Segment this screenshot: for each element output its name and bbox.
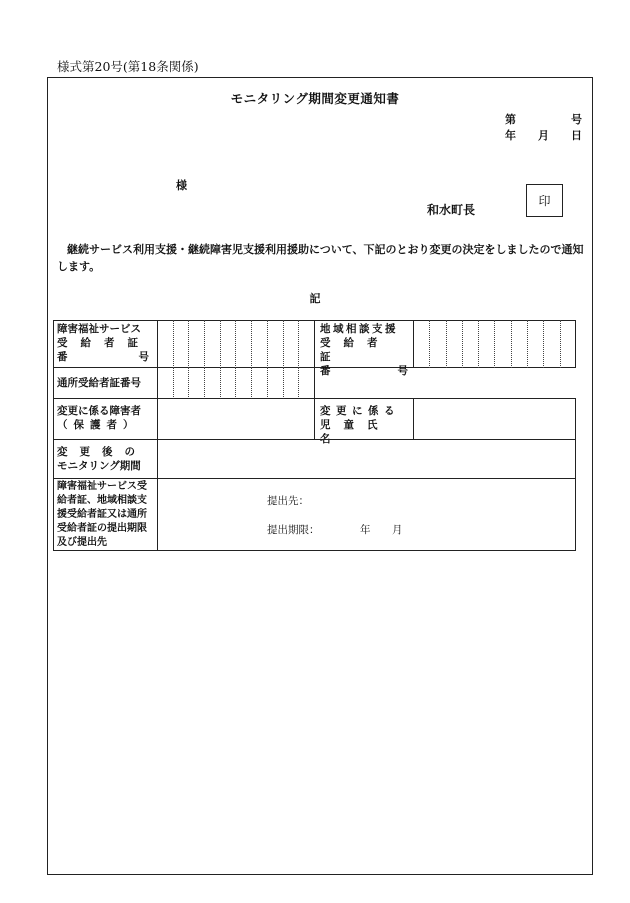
digit-box[interactable] [173,320,189,368]
digit-box[interactable] [543,320,559,368]
digit-box[interactable] [157,367,173,399]
digit-box[interactable] [220,320,236,368]
digit-box[interactable] [173,367,189,399]
digit-box[interactable] [560,320,576,368]
label-line: 援受給者証又は通所 [57,509,147,520]
child-name-field[interactable] [414,399,574,439]
issuer-name: 和水町長 [427,203,476,217]
label-line: モニタリング期間 [57,460,141,472]
submit-to-label: 提出先： [267,495,309,507]
number-go-label: 号 [571,113,582,126]
digit-box[interactable] [251,367,267,399]
label-line: 受給者証 [320,337,391,363]
recipient-suffix: 様 [176,179,187,192]
digit-box[interactable] [478,320,494,368]
digit-box[interactable] [251,320,267,368]
label-line: 受給者証の提出期限 [57,523,147,534]
area-cert-number-boxes[interactable] [413,320,576,368]
digit-box[interactable] [527,320,543,368]
digit-box[interactable] [220,367,236,399]
digit-box[interactable] [298,320,314,368]
label-line: 及び提出先 [57,537,107,548]
digit-box[interactable] [413,320,429,368]
day-service-cert-label: 通所受給者証番号 [57,377,141,389]
divider [157,478,158,551]
digit-box[interactable] [188,367,204,399]
deadline-month: 月 [392,524,403,536]
day-service-cert-number-boxes[interactable] [157,367,314,399]
service-cert-number-boxes[interactable] [157,320,314,368]
person-name-field[interactable] [158,399,313,439]
label-line: （保護者） [57,419,140,431]
digit-box[interactable] [283,320,299,368]
deadline-year: 年 [360,524,371,536]
digit-box[interactable] [511,320,527,368]
label-line: 給者証、地域相談支 [57,495,147,506]
seal-text: 印 [538,194,551,208]
date-year-label: 年 [505,129,516,142]
area-cert-label [320,322,410,378]
label-text: 号 [397,365,408,377]
digit-box[interactable] [204,367,220,399]
digit-box[interactable] [446,320,462,368]
number-dai-label: 第 [505,113,516,126]
label-line [57,350,149,364]
digit-box[interactable] [298,367,314,399]
period-field[interactable] [158,440,575,478]
label-line [57,322,153,336]
digit-box[interactable] [429,320,445,368]
digit-box[interactable] [235,320,251,368]
document-title: モニタリング期間変更通知書 [230,91,400,106]
digit-box[interactable] [494,320,510,368]
label-line: 受給者証 [57,337,151,349]
date-day-label: 日 [571,129,582,142]
digit-box[interactable] [235,367,251,399]
label-line: 変更に係る障害者 [57,405,141,417]
digit-box[interactable] [157,320,173,368]
digit-box[interactable] [283,367,299,399]
label-line: 児童氏名 [320,419,391,445]
label-line: 変更後の [57,446,147,458]
deadline-label: 提出期限： [267,524,320,536]
label-text: 番 [320,365,331,377]
digit-box[interactable] [267,320,283,368]
label-text: 番 [57,351,68,363]
deadline-row-label [57,480,155,550]
person-label [57,404,155,432]
label-text: 号 [138,351,149,363]
divider [314,320,315,368]
label-line: 変更に係る [320,405,400,417]
service-cert-label [57,322,153,364]
digit-box[interactable] [267,367,283,399]
period-label [57,445,155,473]
label-line [320,364,408,378]
form-number: 様式第20号(第18条関係) [57,59,199,74]
ki-heading: 記 [309,292,321,305]
divider [314,398,315,440]
label-line: 地域相談支援 [320,323,398,335]
digit-box[interactable] [462,320,478,368]
body-text: 継続サービス利用支援・継続障害児支援利用援助について、下記のとおり変更の決定をしましたので通知します。 [57,243,584,273]
digit-box[interactable] [188,320,204,368]
date-month-label: 月 [538,129,549,142]
seal-box [526,184,563,217]
digit-box[interactable] [204,320,220,368]
label-text: 障害福祉サービス [57,323,141,335]
label-line: 障害福祉サービス受 [57,481,147,492]
